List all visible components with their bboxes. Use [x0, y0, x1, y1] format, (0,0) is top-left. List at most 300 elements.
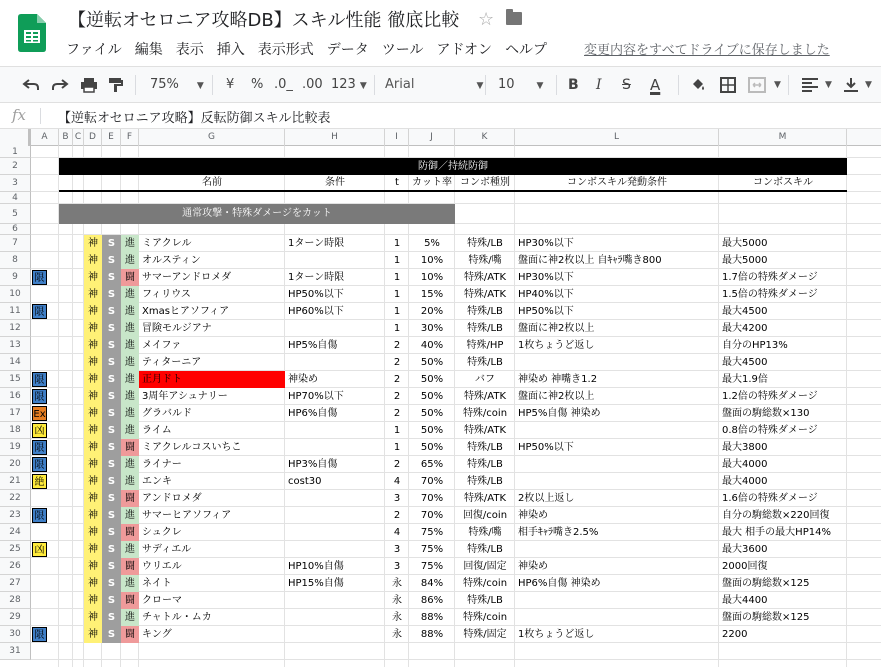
combo-type-cell[interactable]: 特殊/coin — [462, 578, 508, 589]
folder-icon[interactable] — [506, 12, 522, 25]
row-header-19[interactable]: 19 — [0, 439, 31, 456]
row-header-28[interactable]: 28 — [0, 592, 31, 609]
condition-cell[interactable]: HP6%自傷 — [288, 408, 338, 419]
print-icon[interactable] — [80, 77, 98, 93]
turns-cell[interactable]: 1 — [393, 425, 401, 436]
row-header-17[interactable]: 17 — [0, 405, 31, 422]
row-header-20[interactable]: 20 — [0, 456, 31, 473]
turns-cell[interactable]: 2 — [393, 340, 401, 351]
type-cell[interactable]: 進 — [121, 575, 139, 592]
attribute-cell[interactable]: 神 — [84, 354, 102, 371]
grade-cell[interactable]: S — [102, 541, 121, 558]
header-combo-skill[interactable]: コンボスキル — [753, 177, 813, 188]
combo-condition-cell[interactable]: HP50%以下 — [518, 442, 574, 453]
increase-decimal-button[interactable]: .00 — [302, 77, 323, 92]
character-name-cell[interactable]: サマーアンドロメダ — [142, 272, 232, 283]
type-cell[interactable]: 闘 — [121, 490, 139, 507]
combo-type-cell[interactable]: 特殊/HP — [466, 340, 504, 351]
grade-cell[interactable]: S — [102, 320, 121, 337]
combo-type-cell[interactable]: 特殊/coin — [462, 612, 508, 623]
cut-rate-cell[interactable]: 84% — [420, 578, 444, 589]
cut-rate-cell[interactable]: 10% — [420, 272, 444, 283]
rarity-badge[interactable]: 限 — [32, 457, 47, 472]
type-cell[interactable]: 進 — [121, 507, 139, 524]
attribute-cell[interactable]: 神 — [84, 541, 102, 558]
rarity-badge[interactable]: 限 — [32, 372, 47, 387]
combo-skill-cell[interactable]: 最大4500 — [722, 357, 768, 368]
character-name-cell[interactable]: アンドロメダ — [142, 493, 202, 504]
defense-banner[interactable]: 防御／持続防御 — [59, 158, 847, 175]
combo-type-cell[interactable]: 特殊/ATK — [463, 272, 507, 283]
character-name-cell[interactable]: エンキ — [142, 476, 172, 487]
condition-cell[interactable] — [285, 524, 385, 541]
chevron-down-icon[interactable]: ▼ — [825, 80, 832, 90]
row-header-5[interactable]: 5 — [0, 204, 31, 224]
combo-skill-cell[interactable]: 盤面の駒総数×125 — [722, 578, 810, 589]
rarity-badge[interactable]: 限 — [32, 389, 47, 404]
condition-cell[interactable]: HP3%自傷 — [288, 459, 338, 470]
text-color-button[interactable]: A — [650, 76, 661, 94]
combo-type-cell[interactable]: 特殊/LB — [467, 238, 503, 249]
combo-skill-cell[interactable]: 最大1.9倍 — [722, 374, 768, 385]
row-header-22[interactable]: 22 — [0, 490, 31, 507]
turns-cell[interactable]: 2 — [393, 374, 401, 385]
turns-cell[interactable]: 永 — [392, 612, 402, 623]
character-name-cell[interactable]: メイファ — [142, 340, 182, 351]
type-cell[interactable]: 進 — [121, 609, 139, 626]
vertical-align-icon[interactable] — [844, 77, 858, 93]
combo-skill-cell[interactable]: 最大3800 — [722, 442, 768, 453]
cut-rate-cell[interactable]: 50% — [420, 408, 444, 419]
row-header-26[interactable]: 26 — [0, 558, 31, 575]
menu-tools[interactable]: ツール — [381, 42, 424, 58]
combo-skill-cell[interactable]: 最大4000 — [722, 459, 768, 470]
combo-condition-cell[interactable]: 2枚以上返し — [518, 493, 575, 504]
combo-type-cell[interactable]: 特殊/ATK — [463, 391, 507, 402]
grade-cell[interactable]: S — [102, 269, 121, 286]
turns-cell[interactable]: 永 — [392, 578, 402, 589]
row-header-21[interactable]: 21 — [0, 473, 31, 490]
condition-cell[interactable] — [285, 439, 385, 456]
cut-rate-cell[interactable]: 50% — [420, 357, 444, 368]
attribute-cell[interactable]: 神 — [84, 303, 102, 320]
borders-icon[interactable] — [720, 77, 736, 93]
type-cell[interactable]: 進 — [121, 541, 139, 558]
character-name-cell[interactable]: ライム — [142, 425, 172, 436]
turns-cell[interactable]: 永 — [392, 595, 402, 606]
condition-cell[interactable]: HP70%以下 — [288, 391, 344, 402]
cut-rate-cell[interactable]: 50% — [420, 442, 444, 453]
condition-cell[interactable] — [285, 320, 385, 337]
sheets-logo-icon[interactable] — [18, 14, 46, 52]
column-header-e[interactable]: E — [102, 129, 121, 146]
cut-rate-cell[interactable]: 5% — [424, 238, 440, 249]
combo-condition-cell[interactable]: 相手ｷｬﾗ嘴き2.5% — [518, 527, 599, 538]
combo-condition-cell[interactable]: HP5%自傷 神染め — [518, 408, 601, 419]
type-cell[interactable]: 闘 — [121, 558, 139, 575]
row-header-6[interactable]: 6 — [0, 224, 31, 235]
cut-rate-cell[interactable]: 75% — [420, 527, 444, 538]
combo-type-cell[interactable]: 回復/coin — [462, 510, 508, 521]
grade-cell[interactable]: S — [102, 456, 121, 473]
combo-condition-cell[interactable] — [515, 592, 719, 609]
menu-addons[interactable]: アドオン — [436, 42, 493, 58]
turns-cell[interactable]: 3 — [393, 544, 401, 555]
grade-cell[interactable]: S — [102, 558, 121, 575]
cut-rate-cell[interactable]: 30% — [420, 323, 444, 334]
combo-type-cell[interactable]: 特殊/LB — [467, 306, 503, 317]
combo-condition-cell[interactable] — [515, 354, 719, 371]
type-cell[interactable]: 闘 — [121, 524, 139, 541]
rarity-badge[interactable]: 凶 — [32, 423, 47, 438]
type-cell[interactable]: 進 — [121, 456, 139, 473]
combo-skill-cell[interactable]: 1.2倍の特殊ダメージ — [722, 391, 818, 402]
turns-cell[interactable]: 4 — [393, 476, 401, 487]
merge-cells-icon[interactable] — [748, 77, 766, 93]
chevron-down-icon[interactable]: ▼ — [865, 80, 872, 90]
cut-rate-cell[interactable]: 88% — [420, 612, 444, 623]
select-all-corner[interactable] — [0, 129, 31, 146]
attribute-cell[interactable]: 神 — [84, 371, 102, 388]
row-header-24[interactable]: 24 — [0, 524, 31, 541]
combo-skill-cell[interactable]: 2200 — [722, 629, 748, 640]
combo-type-cell[interactable]: 特殊/LB — [467, 323, 503, 334]
attribute-cell[interactable]: 神 — [84, 490, 102, 507]
type-cell[interactable]: 進 — [121, 473, 139, 490]
character-name-cell[interactable]: ウリエル — [142, 561, 182, 572]
rarity-badge[interactable]: 絶 — [32, 474, 47, 489]
character-name-cell[interactable]: サディエル — [142, 544, 192, 555]
attribute-cell[interactable]: 神 — [84, 320, 102, 337]
menu-file[interactable]: ファイル — [66, 42, 122, 58]
combo-condition-cell[interactable]: HP50%以下 — [518, 306, 574, 317]
condition-cell[interactable]: HP5%自傷 — [288, 340, 338, 351]
column-header-i[interactable]: I — [385, 129, 409, 146]
combo-type-cell[interactable]: 回復/固定 — [463, 561, 507, 572]
column-header-h[interactable]: H — [285, 129, 385, 146]
cut-rate-cell[interactable]: 86% — [420, 595, 444, 606]
combo-condition-cell[interactable]: 神染め 神嘴き1.2 — [518, 374, 598, 385]
row-header-8[interactable]: 8 — [0, 252, 31, 269]
combo-type-cell[interactable]: 特殊/coin — [462, 408, 508, 419]
menu-insert[interactable]: 挿入 — [216, 42, 245, 58]
combo-type-cell[interactable]: 特殊/ATK — [463, 493, 507, 504]
row-header-11[interactable]: 11 — [0, 303, 31, 320]
type-cell[interactable]: 進 — [121, 303, 139, 320]
character-name-cell[interactable]: クローマ — [142, 595, 182, 606]
section-title[interactable]: 通常攻撃・特殊ダメージをカット — [59, 204, 455, 224]
attribute-cell[interactable]: 神 — [84, 592, 102, 609]
rarity-badge[interactable]: Ex — [32, 406, 47, 421]
combo-type-cell[interactable]: 特殊/LB — [467, 459, 503, 470]
header-combo-type[interactable]: コンボ種別 — [460, 177, 510, 188]
type-cell[interactable]: 闘 — [121, 439, 139, 456]
row-header-16[interactable]: 16 — [0, 388, 31, 405]
font-size-select[interactable] — [498, 67, 543, 103]
condition-cell[interactable]: HP50%以下 — [288, 289, 344, 300]
rarity-badge[interactable]: 限 — [32, 440, 47, 455]
turns-cell[interactable]: 1 — [393, 238, 401, 249]
combo-condition-cell[interactable]: 神染め — [518, 510, 548, 521]
grade-cell[interactable]: S — [102, 388, 121, 405]
align-left-icon[interactable] — [802, 78, 818, 92]
cut-rate-cell[interactable]: 50% — [420, 425, 444, 436]
header-combo-condition[interactable]: コンボスキル発動条件 — [567, 177, 667, 188]
turns-cell[interactable]: 1 — [393, 323, 401, 334]
cut-rate-cell[interactable]: 65% — [420, 459, 444, 470]
turns-cell[interactable]: 2 — [393, 357, 401, 368]
header-name[interactable]: 名前 — [202, 177, 222, 188]
grade-cell[interactable]: S — [102, 609, 121, 626]
bold-button[interactable]: B — [568, 77, 579, 93]
condition-cell[interactable] — [285, 354, 385, 371]
attribute-cell[interactable]: 神 — [84, 558, 102, 575]
redo-icon[interactable] — [51, 77, 69, 93]
type-cell[interactable]: 進 — [121, 354, 139, 371]
rarity-badge[interactable]: 限 — [32, 304, 47, 319]
attribute-cell[interactable]: 神 — [84, 473, 102, 490]
grade-cell[interactable]: S — [102, 405, 121, 422]
combo-condition-cell[interactable]: 神染め — [518, 561, 548, 572]
turns-cell[interactable]: 2 — [393, 510, 401, 521]
column-header-m[interactable]: M — [719, 129, 847, 146]
combo-condition-cell[interactable]: HP6%自傷 神染め — [518, 578, 601, 589]
type-cell[interactable]: 闘 — [121, 592, 139, 609]
decrease-decimal-button[interactable]: .0_ — [274, 77, 293, 92]
turns-cell[interactable]: 1 — [393, 289, 401, 300]
character-name-cell[interactable]: ミアクレルコスいちこ — [142, 442, 242, 453]
rarity-badge[interactable]: 限 — [32, 508, 47, 523]
combo-condition-cell[interactable] — [515, 473, 719, 490]
combo-condition-cell[interactable]: 1枚ちょうど返し — [518, 629, 595, 640]
condition-cell[interactable] — [285, 252, 385, 269]
header-cut-rate[interactable]: カット率 — [412, 177, 452, 188]
attribute-cell[interactable]: 神 — [84, 286, 102, 303]
character-name-cell[interactable]: サマーヒアソフィア — [142, 510, 232, 521]
grade-cell[interactable]: S — [102, 303, 121, 320]
percent-format-button[interactable]: % — [251, 77, 264, 92]
grade-cell[interactable]: S — [102, 507, 121, 524]
chevron-down-icon[interactable]: ▼ — [774, 80, 781, 90]
row-header-10[interactable]: 10 — [0, 286, 31, 303]
attribute-cell[interactable]: 神 — [84, 269, 102, 286]
undo-icon[interactable] — [22, 77, 40, 93]
combo-skill-cell[interactable]: 最大4000 — [722, 476, 768, 487]
combo-type-cell[interactable]: 特殊/LB — [467, 476, 503, 487]
attribute-cell[interactable]: 神 — [84, 405, 102, 422]
turns-cell[interactable]: 2 — [393, 408, 401, 419]
row-header-13[interactable]: 13 — [0, 337, 31, 354]
strikethrough-button[interactable]: S — [622, 77, 631, 93]
grade-cell[interactable]: S — [102, 422, 121, 439]
grade-cell[interactable]: S — [102, 235, 121, 252]
combo-type-cell[interactable]: 特殊/ATK — [463, 425, 507, 436]
menu-view[interactable]: 表示 — [175, 42, 204, 58]
column-header-f[interactable]: F — [121, 129, 139, 146]
grade-cell[interactable]: S — [102, 592, 121, 609]
type-cell[interactable]: 進 — [121, 337, 139, 354]
row-header-3[interactable]: 3 — [0, 175, 31, 192]
combo-skill-cell[interactable]: 盤面の駒総数×130 — [722, 408, 810, 419]
attribute-cell[interactable]: 神 — [84, 575, 102, 592]
turns-cell[interactable]: 1 — [393, 255, 401, 266]
cut-rate-cell[interactable]: 70% — [420, 493, 444, 504]
cut-rate-cell[interactable]: 20% — [420, 306, 444, 317]
combo-type-cell[interactable]: バフ — [475, 374, 495, 385]
combo-condition-cell[interactable]: 盤面に神2枚以上 — [518, 391, 595, 402]
combo-type-cell[interactable]: 特殊/LB — [467, 595, 503, 606]
combo-skill-cell[interactable]: 盤面の駒総数×125 — [722, 612, 810, 623]
attribute-cell[interactable]: 神 — [84, 337, 102, 354]
grade-cell[interactable]: S — [102, 626, 121, 643]
menu-edit[interactable]: 編集 — [134, 42, 163, 58]
combo-condition-cell[interactable] — [515, 609, 719, 626]
type-cell[interactable]: 闘 — [121, 269, 139, 286]
type-cell[interactable]: 闘 — [121, 626, 139, 643]
combo-skill-cell[interactable]: 最大4400 — [722, 595, 768, 606]
type-cell[interactable]: 進 — [121, 320, 139, 337]
font-family-select[interactable] — [385, 67, 483, 103]
number-format-select[interactable] — [331, 67, 367, 103]
combo-skill-cell[interactable]: 最大 相手の最大HP14% — [722, 527, 831, 538]
turns-cell[interactable]: 2 — [393, 459, 401, 470]
row-header-31[interactable]: 31 — [0, 643, 31, 660]
zoom-select[interactable] — [150, 67, 204, 103]
attribute-cell[interactable]: 神 — [84, 252, 102, 269]
type-cell[interactable]: 進 — [121, 371, 139, 388]
currency-format-button[interactable]: ¥ — [226, 77, 235, 92]
combo-type-cell[interactable]: 特殊/固定 — [463, 629, 507, 640]
column-header-k[interactable]: K — [455, 129, 515, 146]
combo-condition-cell[interactable]: 盤面に神2枚以上 — [518, 323, 595, 334]
rarity-badge[interactable]: 限 — [32, 627, 47, 642]
type-cell[interactable]: 進 — [121, 388, 139, 405]
turns-cell[interactable]: 1 — [393, 272, 401, 283]
cut-rate-cell[interactable]: 50% — [420, 391, 444, 402]
grade-cell[interactable]: S — [102, 439, 121, 456]
star-icon[interactable]: ☆ — [478, 9, 495, 30]
grade-cell[interactable]: S — [102, 286, 121, 303]
condition-cell[interactable] — [285, 490, 385, 507]
character-name-cell[interactable]: グラバルド — [142, 408, 192, 419]
attribute-cell[interactable]: 神 — [84, 456, 102, 473]
combo-skill-cell[interactable]: 1.5倍の特殊ダメージ — [722, 289, 818, 300]
cut-rate-cell[interactable]: 15% — [420, 289, 444, 300]
combo-type-cell[interactable]: 特殊/LB — [467, 544, 503, 555]
combo-condition-cell[interactable]: HP30%以下 — [518, 238, 574, 249]
attribute-cell[interactable]: 神 — [84, 388, 102, 405]
type-cell[interactable]: 進 — [121, 252, 139, 269]
row-header-27[interactable]: 27 — [0, 575, 31, 592]
turns-cell[interactable]: 4 — [393, 527, 401, 538]
save-status-link[interactable]: 変更内容をすべてドライブに保存しました — [584, 43, 830, 58]
combo-skill-cell[interactable]: 1.7倍の特殊ダメージ — [722, 272, 818, 283]
rarity-badge[interactable]: 凶 — [32, 542, 47, 557]
column-header-b[interactable]: B — [59, 129, 73, 146]
condition-cell[interactable] — [285, 609, 385, 626]
row-header-23[interactable]: 23 — [0, 507, 31, 524]
row-header-4[interactable]: 4 — [0, 192, 31, 204]
cut-rate-cell[interactable]: 10% — [420, 255, 444, 266]
condition-cell[interactable]: 神染め — [288, 374, 318, 385]
header-condition[interactable]: 条件 — [325, 177, 345, 188]
condition-cell[interactable] — [285, 541, 385, 558]
cut-rate-cell[interactable]: 88% — [420, 629, 444, 640]
paint-format-icon[interactable] — [108, 77, 124, 93]
character-name-cell[interactable]: 正月ドト — [139, 371, 285, 388]
combo-condition-cell[interactable] — [515, 422, 719, 439]
cut-rate-cell[interactable]: 50% — [420, 374, 444, 385]
attribute-cell[interactable]: 神 — [84, 439, 102, 456]
combo-skill-cell[interactable]: 最大5000 — [722, 238, 768, 249]
condition-cell[interactable]: 1ターン時限 — [288, 238, 345, 249]
grade-cell[interactable]: S — [102, 337, 121, 354]
cut-rate-cell[interactable]: 75% — [420, 561, 444, 572]
menu-data[interactable]: データ — [326, 42, 369, 58]
combo-skill-cell[interactable]: 最大5000 — [722, 255, 768, 266]
cut-rate-cell[interactable]: 40% — [420, 340, 444, 351]
column-header-d[interactable]: D — [84, 129, 102, 146]
combo-type-cell[interactable]: 特殊/LB — [467, 442, 503, 453]
combo-condition-cell[interactable]: HP40%以下 — [518, 289, 574, 300]
row-header-12[interactable]: 12 — [0, 320, 31, 337]
turns-cell[interactable]: 3 — [393, 561, 401, 572]
row-header-18[interactable]: 18 — [0, 422, 31, 439]
combo-type-cell[interactable]: 特殊/嘴 — [468, 255, 502, 266]
row-header-2[interactable]: 2 — [0, 158, 31, 175]
character-name-cell[interactable]: ネイト — [142, 578, 172, 589]
row-header-29[interactable]: 29 — [0, 609, 31, 626]
row-header-14[interactable]: 14 — [0, 354, 31, 371]
row-header-1[interactable]: 1 — [0, 146, 31, 158]
condition-cell[interactable] — [285, 592, 385, 609]
row-header-7[interactable]: 7 — [0, 235, 31, 252]
character-name-cell[interactable]: シュクレ — [142, 527, 182, 538]
attribute-cell[interactable]: 神 — [84, 524, 102, 541]
column-header-g[interactable]: G — [139, 129, 285, 146]
grade-cell[interactable]: S — [102, 473, 121, 490]
turns-cell[interactable]: 3 — [393, 493, 401, 504]
combo-type-cell[interactable]: 特殊/LB — [467, 357, 503, 368]
document-title[interactable]: 【逆転オセロニア攻略DB】スキル性能 徹底比較 — [68, 10, 460, 31]
attribute-cell[interactable]: 神 — [84, 507, 102, 524]
character-name-cell[interactable]: Xmasヒアソフィア — [142, 306, 230, 317]
combo-condition-cell[interactable] — [515, 456, 719, 473]
condition-cell[interactable]: cost30 — [288, 476, 322, 487]
combo-skill-cell[interactable]: 自分の駒総数×220回復 — [722, 510, 830, 521]
rarity-badge[interactable]: 限 — [32, 270, 47, 285]
grade-cell[interactable]: S — [102, 575, 121, 592]
condition-cell[interactable]: HP60%以下 — [288, 306, 344, 317]
row-header-25[interactable]: 25 — [0, 541, 31, 558]
condition-cell[interactable] — [285, 507, 385, 524]
cut-rate-cell[interactable]: 75% — [420, 544, 444, 555]
attribute-cell[interactable]: 神 — [84, 609, 102, 626]
grade-cell[interactable]: S — [102, 371, 121, 388]
combo-skill-cell[interactable]: 2000回復 — [722, 561, 768, 572]
combo-skill-cell[interactable]: 自分のHP13% — [722, 340, 788, 351]
turns-cell[interactable]: 永 — [392, 629, 402, 640]
character-name-cell[interactable]: フィリウス — [142, 289, 191, 300]
turns-cell[interactable]: 1 — [393, 442, 401, 453]
character-name-cell[interactable]: キング — [142, 629, 172, 640]
attribute-cell[interactable]: 神 — [84, 422, 102, 439]
menu-format[interactable]: 表示形式 — [257, 42, 314, 58]
character-name-cell[interactable]: ミアクレル — [142, 238, 192, 249]
character-name-cell[interactable]: チャトル・ムカ — [142, 612, 212, 623]
combo-condition-cell[interactable]: 1枚ちょうど返し — [518, 340, 595, 351]
cut-rate-cell[interactable]: 70% — [420, 510, 444, 521]
